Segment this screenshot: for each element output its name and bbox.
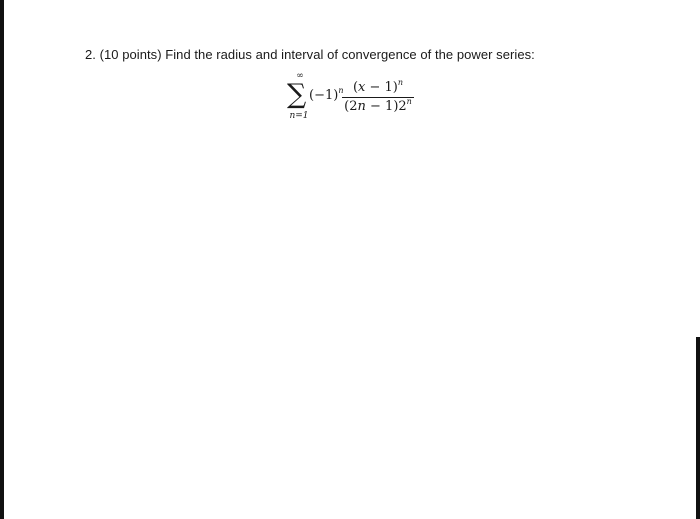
sum-upper-limit: ∞ [296,71,304,81]
question-text: 2. (10 points) Find the radius and interval of convergence of the power series: [85,47,535,62]
fraction-numerator [342,80,414,96]
denominator-open: (2 [344,99,358,114]
fraction-denominator [342,99,414,115]
numerator-variable: x [358,80,366,95]
numerator-rest: − 1) [365,80,398,95]
numerator-open: ( [352,80,359,95]
denominator-variable: n [357,99,366,114]
numerator-exponent: n [397,78,404,87]
summation-symbol: ∑ [287,79,307,110]
denominator-exponent: n [406,97,412,106]
fraction-bar [342,97,414,98]
sign-factor-base: (−1) [309,88,339,103]
sign-factor-exponent: n [338,86,344,95]
series-fraction [342,80,414,115]
denominator-rest: − 1)2 [365,99,407,114]
sum-lower-limit: n=1 [289,111,309,121]
alternating-sign-factor [309,88,343,104]
